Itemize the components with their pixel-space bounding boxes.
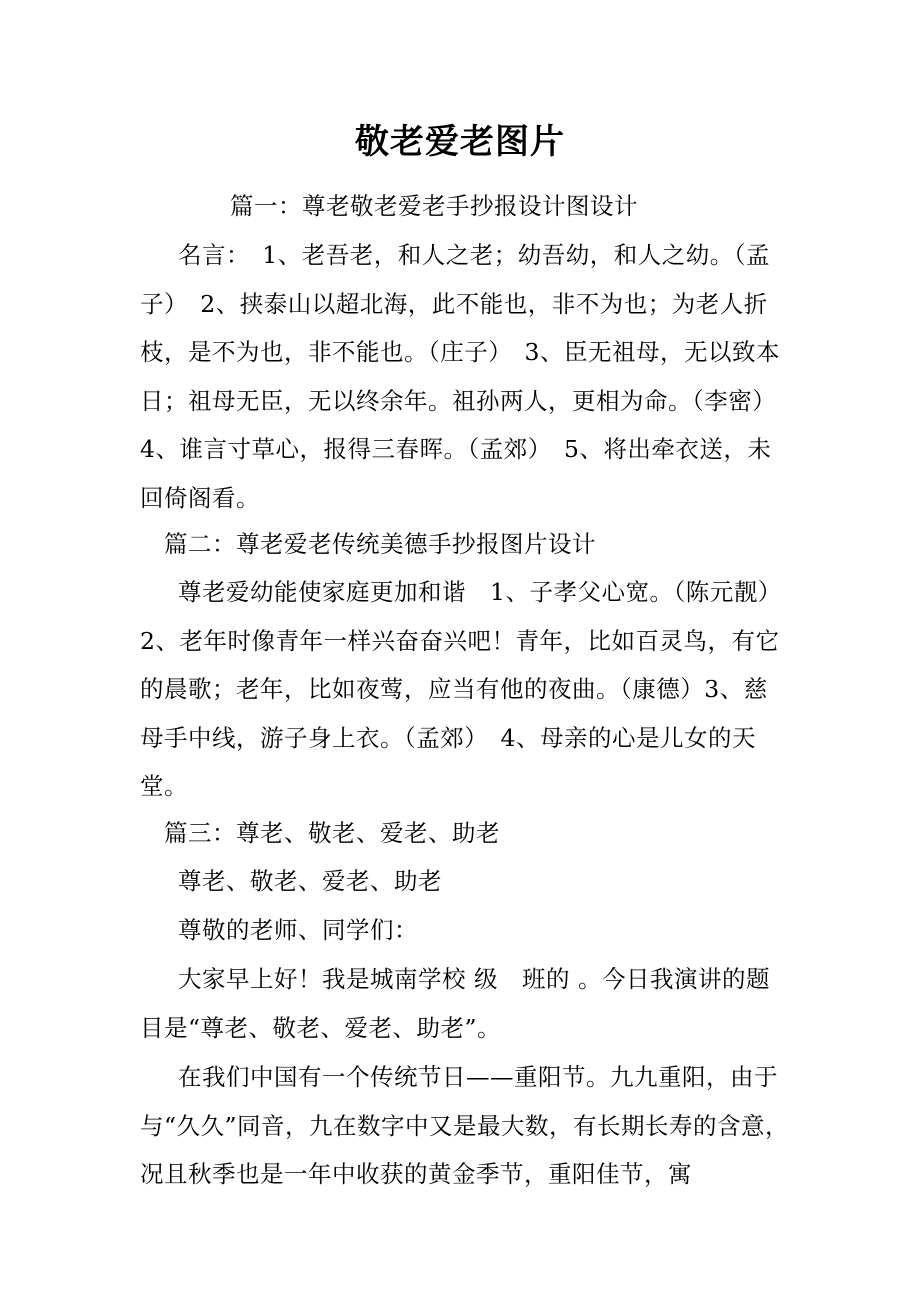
- section-1-heading: 篇一：尊老敬老爱老手抄报设计图设计: [230, 192, 638, 220]
- section-1-paragraph: 名言： 1、老吾老，和人之老；幼吾幼，和人之幼。（孟子） 2、挟泰山以超北海，此不能也，非不为也；为老人折枝，是不为也，非不能也。（庄子） 3、臣无祖母，无以致本日；祖母无臣，无以终余年。祖孙两人，更相为命。（李密） 4、谁言寸草心，报得三春晖。（孟郊） 5、将出牵衣送，未回倚阁看。: [140, 241, 789, 512]
- section-3-paragraph-1: 尊老、敬老、爱老、助老: [178, 867, 442, 895]
- section-3-paragraph-3: 大家早上好！我是城南学校 级 班的 。今日我演讲的题目是“尊老、敬老、爱老、助老”。: [140, 965, 770, 1042]
- section-2-heading: 篇二：尊老爱老传统美德手抄报图片设计: [164, 530, 596, 558]
- document-title: 敬老爱老图片: [355, 122, 565, 162]
- section-3-paragraph-4: 在我们中国有一个传统节日——重阳节。九九重阳，由于与“久久”同音，九在数字中又是最大数，有长期长寿的含意，况且秋季也是一年中收获的黄金季节，重阳佳节，寓: [140, 1063, 790, 1188]
- section-2-paragraph: 尊老爱幼能使家庭更加和谐 1、子孝父心宽。（陈元靓）2、老年时像青年一样兴奋奋兴吧！青年，比如百灵鸟，有它的晨歌；老年，比如夜莺，应当有他的夜曲。（康德）3、慈母手中线，游子身上衣。（孟郊） 4、母亲的心是儿女的天堂。: [140, 578, 782, 800]
- section-3-paragraph-2: 尊敬的老师、同学们：: [178, 916, 418, 944]
- section-3-heading: 篇三：尊老、敬老、爱老、助老: [164, 819, 500, 847]
